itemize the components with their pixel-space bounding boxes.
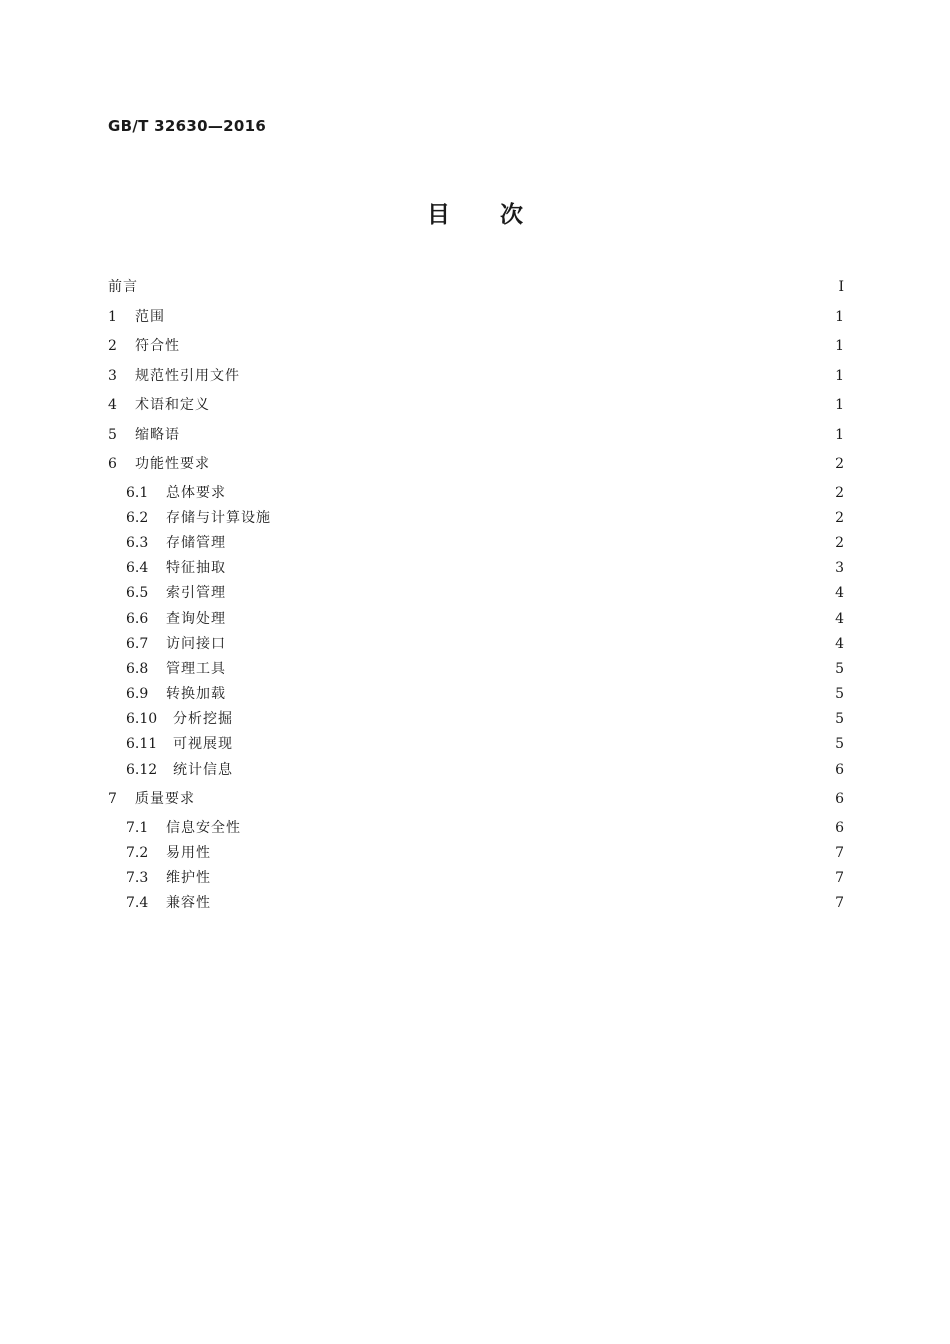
toc-entry-6-8[interactable]	[126, 658, 844, 680]
toc-entry-number: 6.3	[126, 535, 149, 551]
toc-entry-page: 2	[835, 485, 844, 501]
toc-entry-label: 缩略语	[135, 427, 180, 443]
dot-leader	[279, 507, 831, 529]
dot-leader	[219, 867, 831, 889]
toc-entry-7-2[interactable]	[126, 842, 844, 864]
toc-entry-page: 5	[835, 661, 844, 677]
toc-entry-number: 7.1	[126, 820, 149, 836]
toc-entry-number: 7.2	[126, 845, 149, 861]
toc-entry-label: 转换加载	[166, 686, 226, 702]
toc-entry-page: 1	[835, 309, 844, 325]
dot-leader	[241, 708, 831, 730]
toc-entry-6-1[interactable]	[126, 482, 844, 504]
toc-entry-6-6[interactable]	[126, 608, 844, 630]
dot-leader	[248, 365, 831, 387]
dot-leader	[219, 842, 831, 864]
toc-entry-6[interactable]	[108, 453, 844, 475]
toc-entry-number: 6.11	[126, 736, 158, 752]
toc-entry-page: 2	[835, 535, 844, 551]
toc-entry-number: 5	[108, 427, 117, 443]
toc-entry-1[interactable]	[108, 306, 844, 328]
toc-entry-page: 4	[835, 611, 844, 627]
toc-entry-page: 1	[835, 338, 844, 354]
toc-entry-6-11[interactable]	[126, 733, 844, 755]
toc-entry-preface[interactable]	[108, 276, 844, 298]
toc-entry-6-2[interactable]	[126, 507, 844, 529]
toc-entry-page: 6	[835, 762, 844, 778]
toc-entry-label: 总体要求	[166, 485, 226, 501]
toc-entry-label: 存储与计算设施	[166, 510, 271, 526]
toc-entry-label: 信息安全性	[166, 820, 241, 836]
dot-leader	[173, 306, 831, 328]
toc-entry-number: 1	[108, 309, 117, 325]
toc-entry-label: 兼容性	[166, 895, 211, 911]
toc-entry-number: 2	[108, 338, 117, 354]
dot-leader	[218, 453, 831, 475]
toc-entry-number: 6.5	[126, 585, 149, 601]
toc-entry-label: 维护性	[166, 870, 211, 886]
dot-leader	[234, 658, 831, 680]
toc-entry-page: 2	[835, 456, 844, 472]
toc-entry-7-4[interactable]	[126, 892, 844, 914]
toc-entry-label: 查询处理	[166, 611, 226, 627]
dot-leader	[203, 788, 831, 810]
toc-entry-4[interactable]	[108, 394, 844, 416]
dot-leader	[188, 424, 831, 446]
toc-entry-page: 4	[835, 585, 844, 601]
toc-entry-label: 前言	[108, 279, 138, 295]
toc-entry-label: 规范性引用文件	[135, 368, 240, 384]
toc-entry-3[interactable]	[108, 365, 844, 387]
dot-leader	[234, 683, 831, 705]
toc-entry-page: 5	[835, 711, 844, 727]
toc-entry-number: 6.9	[126, 686, 149, 702]
toc-entry-number: 3	[108, 368, 117, 384]
toc-entry-number: 6.12	[126, 762, 158, 778]
dot-leader	[249, 817, 831, 839]
toc-entry-6-3[interactable]	[126, 532, 844, 554]
dot-leader	[234, 633, 831, 655]
toc-entry-label: 统计信息	[173, 762, 233, 778]
toc-entry-label: 访问接口	[166, 636, 226, 652]
dot-leader	[188, 335, 831, 357]
dot-leader	[241, 759, 831, 781]
toc-entry-6-9[interactable]	[126, 683, 844, 705]
dot-leader	[218, 394, 831, 416]
toc-entry-5[interactable]	[108, 424, 844, 446]
toc-entry-number: 6.1	[126, 485, 149, 501]
toc-entry-label: 管理工具	[166, 661, 226, 677]
toc-entry-page: 7	[835, 870, 844, 886]
toc-entry-page: I	[838, 279, 844, 295]
toc-entry-label: 易用性	[166, 845, 211, 861]
toc-entry-label: 可视展现	[173, 736, 233, 752]
toc-entry-6-5[interactable]	[126, 582, 844, 604]
dot-leader	[234, 557, 831, 579]
toc-entry-7[interactable]	[108, 788, 844, 810]
toc-entry-page: 7	[835, 895, 844, 911]
toc-entry-page: 1	[835, 368, 844, 384]
toc-entry-6-12[interactable]	[126, 759, 844, 781]
toc-entry-7-3[interactable]	[126, 867, 844, 889]
toc-entry-label: 功能性要求	[135, 456, 210, 472]
toc-entry-label: 符合性	[135, 338, 180, 354]
toc-entry-number: 6.8	[126, 661, 149, 677]
toc-entry-6-4[interactable]	[126, 557, 844, 579]
toc-entry-2[interactable]	[108, 335, 844, 357]
dot-leader	[234, 532, 831, 554]
toc-entry-label: 术语和定义	[135, 397, 210, 413]
dot-leader	[241, 733, 831, 755]
toc-entry-number: 6.7	[126, 636, 149, 652]
toc-entry-number: 7	[108, 791, 117, 807]
toc-entry-6-10[interactable]	[126, 708, 844, 730]
toc-entry-label: 索引管理	[166, 585, 226, 601]
toc-entry-number: 7.4	[126, 895, 149, 911]
toc-entry-label: 特征抽取	[166, 560, 226, 576]
dot-leader	[234, 482, 831, 504]
toc-entry-number: 6.6	[126, 611, 149, 627]
toc-entry-number: 6.10	[126, 711, 158, 727]
toc-entry-page: 1	[835, 427, 844, 443]
standard-code: GB/T 32630—2016	[108, 117, 267, 135]
toc-entry-7-1[interactable]	[126, 817, 844, 839]
toc-entry-page: 6	[835, 791, 844, 807]
toc-entry-page: 5	[835, 736, 844, 752]
toc-entry-6-7[interactable]	[126, 633, 844, 655]
dot-leader	[234, 582, 831, 604]
toc-entry-label: 范围	[135, 309, 165, 325]
dot-leader	[234, 608, 831, 630]
toc-entry-label: 分析挖掘	[173, 711, 233, 727]
toc-entry-page: 1	[835, 397, 844, 413]
toc-entry-label: 质量要求	[135, 791, 195, 807]
toc-entry-number: 6.2	[126, 510, 149, 526]
dot-leader	[219, 892, 831, 914]
toc-entry-page: 4	[835, 636, 844, 652]
toc-entry-number: 6	[108, 456, 117, 472]
toc-entry-page: 6	[835, 820, 844, 836]
toc-entry-page: 7	[835, 845, 844, 861]
toc-entry-page: 3	[835, 560, 844, 576]
toc-entry-number: 4	[108, 397, 117, 413]
toc-entry-number: 6.4	[126, 560, 149, 576]
toc-entry-page: 5	[835, 686, 844, 702]
dot-leader	[146, 276, 832, 298]
toc-entry-label: 存储管理	[166, 535, 226, 551]
toc-title: 目次	[427, 202, 573, 228]
toc-entry-number: 7.3	[126, 870, 149, 886]
toc-entry-page: 2	[835, 510, 844, 526]
